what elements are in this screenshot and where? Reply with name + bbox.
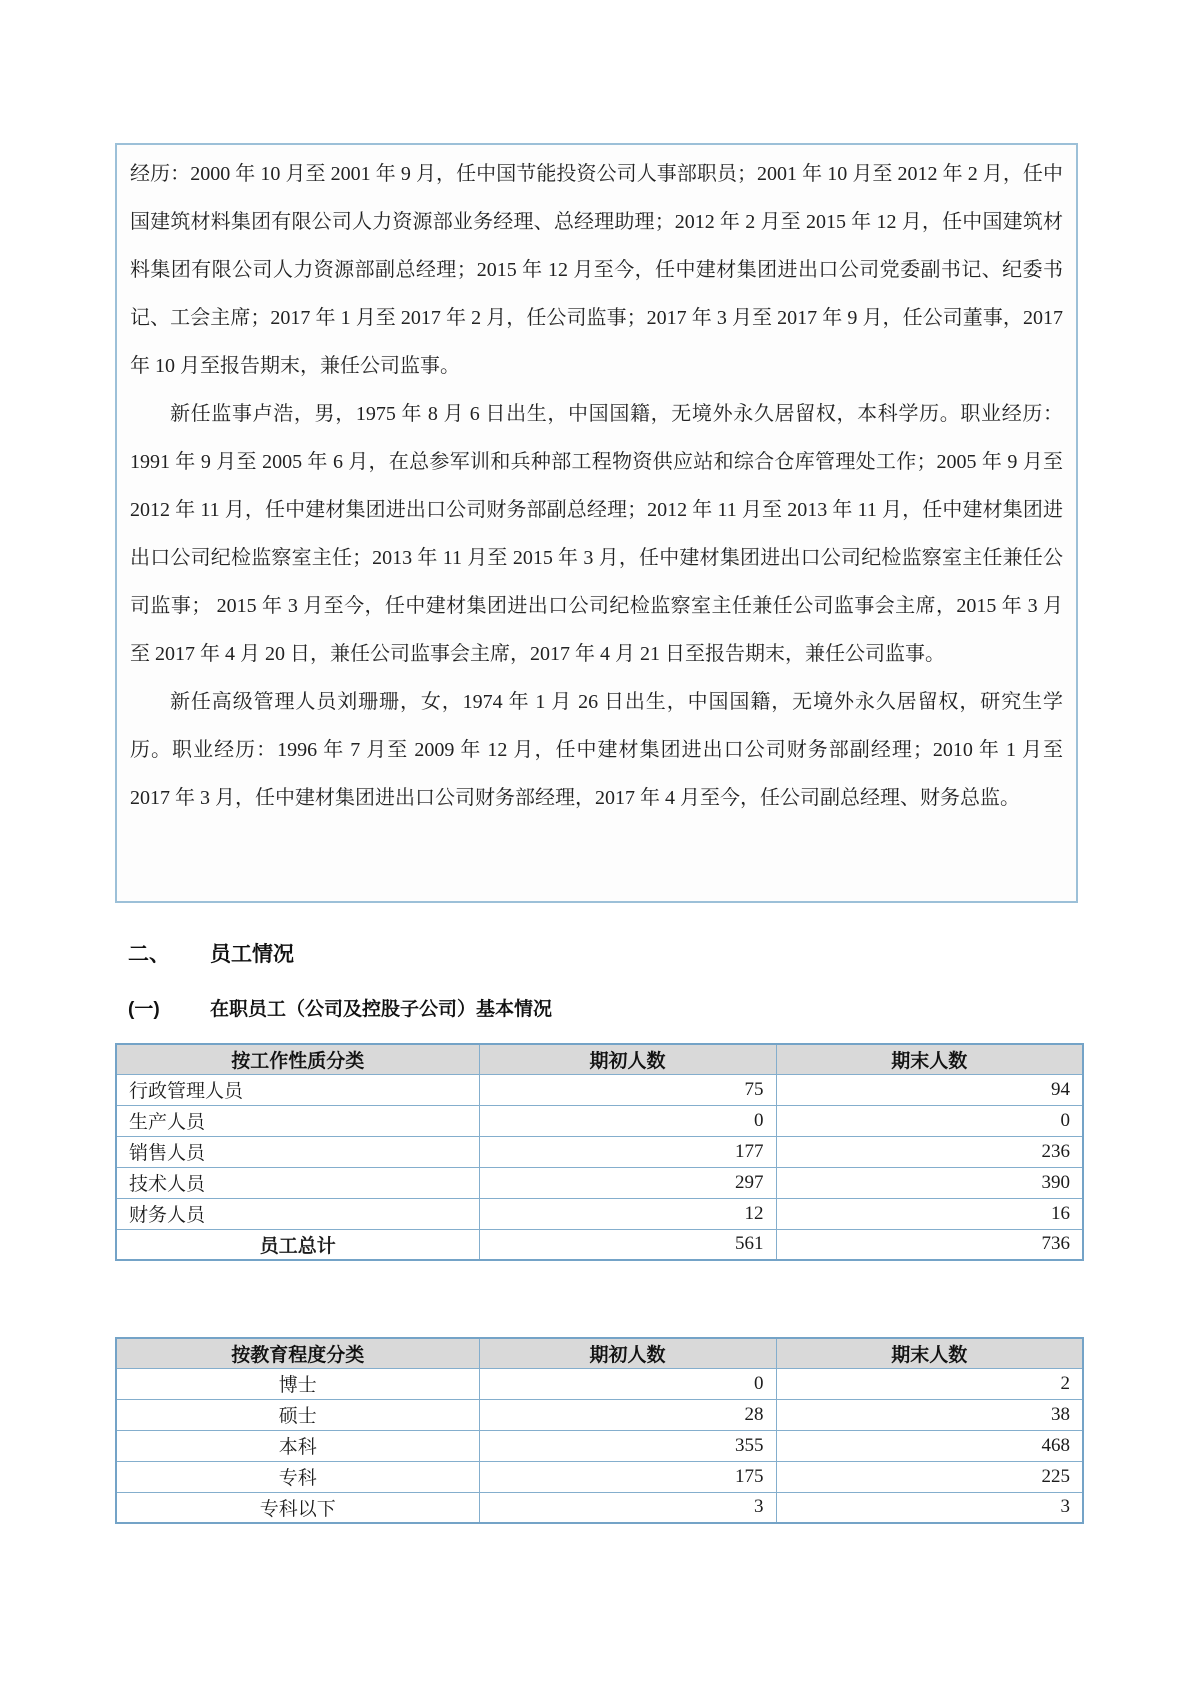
subsection-title: 在职员工（公司及控股子公司）基本情况 xyxy=(210,999,553,1020)
cell-begin-count: 12 xyxy=(479,1198,776,1229)
table-row xyxy=(116,1399,1083,1430)
cell-total-label: 员工总计 xyxy=(116,1229,479,1260)
cell-begin-count: 75 xyxy=(479,1074,776,1105)
table-row xyxy=(116,1461,1083,1492)
cell-end-count: 468 xyxy=(776,1430,1083,1461)
cell-end-count: 236 xyxy=(776,1136,1083,1167)
section-title: 员工情况 xyxy=(210,943,294,966)
cell-begin-count: 0 xyxy=(479,1368,776,1399)
table-row xyxy=(116,1074,1083,1105)
cell-end-count: 38 xyxy=(776,1399,1083,1430)
cell-begin-count: 297 xyxy=(479,1167,776,1198)
header-education-category: 按教育程度分类 xyxy=(116,1338,479,1368)
cell-total-end: 736 xyxy=(776,1229,1083,1260)
table-row xyxy=(116,1198,1083,1229)
table-row xyxy=(116,1492,1083,1523)
header-job-category: 按工作性质分类 xyxy=(116,1044,479,1074)
cell-category: 行政管理人员 xyxy=(116,1074,479,1105)
cell-category: 硕士 xyxy=(116,1399,479,1430)
subsection-heading xyxy=(128,994,552,1021)
cell-category: 生产人员 xyxy=(116,1105,479,1136)
cell-end-count: 225 xyxy=(776,1461,1083,1492)
table-row xyxy=(116,1136,1083,1167)
cell-category: 财务人员 xyxy=(116,1198,479,1229)
cell-begin-count: 355 xyxy=(479,1430,776,1461)
cell-begin-count: 0 xyxy=(479,1105,776,1136)
cell-end-count: 16 xyxy=(776,1198,1083,1229)
table-total-row xyxy=(116,1229,1083,1260)
cell-category: 本科 xyxy=(116,1430,479,1461)
bio-paragraph-luhao: 新任监事卢浩，男，1975 年 8 月 6 日出生，中国国籍，无境外永久居留权，本科学历。职业经历：1991 年 9 月至 2005 年 6 月，在总参军训和兵种部工程物资供应站和综合仓库管理处工作；2005 年 9 月至 2012 年 11 月，任中建材集团进出口公司财务部副总经理；2012 年 11 月至 2013 年 11 月，任中建材集团进出口公司纪检监察室主任；2013 年 11 月至 2015 年 3 月，任中建材集团进出口公司纪检监察室主任兼任公司监事； 2015 年 3 月至今，任中建材集团进出口公司纪检监察室主任兼任公司监事会主席，2015 年 3 月至 2017 年 4 月 20 日，兼任公司监事会主席，2017 年 4 月 21 日至报告期末，兼任公司监事。 xyxy=(130,403,1063,665)
header-begin-count: 期初人数 xyxy=(479,1338,776,1368)
table-header-row xyxy=(116,1044,1083,1074)
cell-end-count: 3 xyxy=(776,1492,1083,1523)
biography-text-box xyxy=(115,143,1078,903)
cell-category: 专科 xyxy=(116,1461,479,1492)
table-employees-by-job-type xyxy=(115,1043,1084,1261)
cell-category: 博士 xyxy=(116,1368,479,1399)
cell-end-count: 94 xyxy=(776,1074,1083,1105)
table-employees-by-education xyxy=(115,1337,1084,1524)
table-row xyxy=(116,1167,1083,1198)
cell-end-count: 2 xyxy=(776,1368,1083,1399)
table-header-row xyxy=(116,1338,1083,1368)
cell-end-count: 0 xyxy=(776,1105,1083,1136)
cell-category: 技术人员 xyxy=(116,1167,479,1198)
header-begin-count: 期初人数 xyxy=(479,1044,776,1074)
cell-category: 销售人员 xyxy=(116,1136,479,1167)
cell-begin-count: 3 xyxy=(479,1492,776,1523)
header-end-count: 期末人数 xyxy=(776,1338,1083,1368)
cell-category: 专科以下 xyxy=(116,1492,479,1523)
table-row xyxy=(116,1430,1083,1461)
section-heading xyxy=(128,938,294,968)
cell-begin-count: 28 xyxy=(479,1399,776,1430)
header-end-count: 期末人数 xyxy=(776,1044,1083,1074)
table-row xyxy=(116,1368,1083,1399)
subsection-number: (一) xyxy=(128,999,160,1020)
cell-total-begin: 561 xyxy=(479,1229,776,1260)
table-row xyxy=(116,1105,1083,1136)
cell-end-count: 390 xyxy=(776,1167,1083,1198)
bio-paragraph-continuation: 经历：2000 年 10 月至 2001 年 9 月，任中国节能投资公司人事部职员；2001 年 10 月至 2012 年 2 月，任中国建筑材料集团有限公司人力资源部业务经理、总经理助理；2012 年 2 月至 2015 年 12 月，任中国建筑材料集团有限公司人力资源部副总经理；2015 年 12 月至今，任中建材集团进出口公司党委副书记、纪委书记、工会主席；2017 年 1 月至 2017 年 2 月，任公司监事；2017 年 3 月至 2017 年 9 月，任公司董事，2017 年 10 月至报告期末，兼任公司监事。 xyxy=(130,163,1063,377)
cell-begin-count: 177 xyxy=(479,1136,776,1167)
section-number: 二、 xyxy=(128,943,170,966)
bio-paragraph-liushanshan: 新任高级管理人员刘珊珊，女，1974 年 1 月 26 日出生，中国国籍，无境外永久居留权，研究生学历。职业经历：1996 年 7 月至 2009 年 12 月，任中建材集团进出口公司财务部副经理；2010 年 1 月至 2017 年 3 月，任中建材集团进出口公司财务部经理，2017 年 4 月至今，任公司副总经理、财务总监。 xyxy=(130,691,1063,809)
cell-begin-count: 175 xyxy=(479,1461,776,1492)
